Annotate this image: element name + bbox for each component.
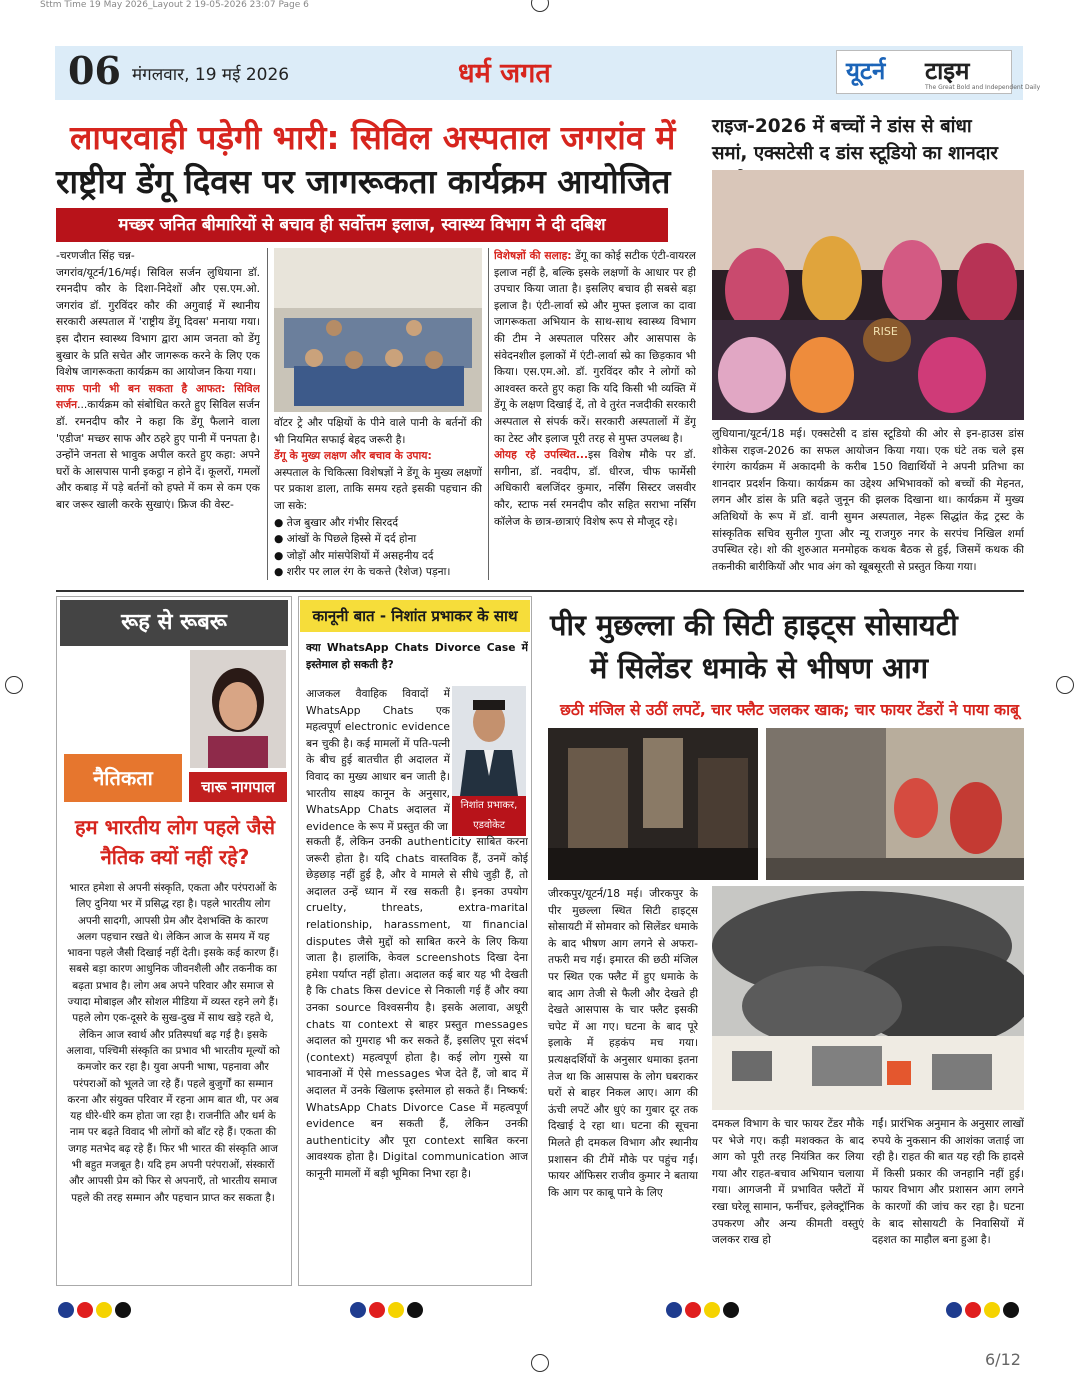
dance-headline: राइज-2026 में बच्चों ने डांस से बांधा समां, एक्सटेसी द डांस स्टूडियो का शानदार [712,116,998,164]
fire-photo-smoke-art [712,886,1024,1110]
page-counter: 6/12 [985,1350,1021,1369]
byline: -चरणजीत सिंह चन्न- [56,249,135,262]
color-dot [685,1302,701,1318]
lead-column-1 [56,248,260,578]
dance-photo-art [712,170,1024,420]
column-rule [267,248,268,580]
color-dot [388,1302,404,1318]
lead-paragraph-1: जगरांव/यूटर्न/16/मई। सिविल सर्जन लुधियाना डॉ. रमनदीप कौर के दिशा-निदेशों और एस.एम.ओ. जगरांव डॉ. गुरविंदर कौर की अगुवाई में स्थानीय सरकारी अस्पताल में 'राष्ट्रीय डेंगू दिवस' मनाया गया। इस दौरान स्वास्थ्य विभाग द्वारा आम जनता को डेंगू बुखार के प्रति सचेत और जागरूक करने के लिए एक विशेष जागरूकता कार्यक्रम का आयोजन किया गया। [56,265,260,379]
health-event-photo-art [274,248,482,412]
lawyer-photo [452,686,526,796]
lead-paragraph-6: इस विशेष मौके पर डॉ. सगीना, डॉ. नवदीप, डॉ. धीरज, चीफ फार्मेसी अधिकारी बलजिंदर कुमार, नर्सिंग सिस्टर जसवीर कौर, स्टाफ नर्स रमनदीप कौर सहित सराभा नर्सिंग कॉलेज के छात्र-छात्राएं विशेष रूप से मौजूद रहे। [494,448,696,528]
logo-text-b: टाइम [925,57,970,85]
symptom-item: ● शरीर पर लाल रंग के चकत्ते (रैशेज) पड़ना। [274,565,451,579]
color-dot [1003,1302,1019,1318]
lead-crosshead-3: विशेषज्ञों की सलाह: [494,249,572,262]
color-registration-strip [666,1302,739,1318]
lead-paragraph-3: वॉटर ट्रे और पक्षियों के पीने वाले पानी के बर्तनों की भी नियमित सफाई बेहद जरूरी है। [274,416,482,446]
fire-photo-firefighters-art [766,728,1024,880]
color-dot [369,1302,385,1318]
color-dot [984,1302,1000,1318]
ethics-body: भारत हमेशा से अपनी संस्कृति, एकता और परंपराओं के लिए दुनिया भर में प्रसिद्ध रहा है। पहले भारतीय लोग अपनी सादगी, आपसी प्रेम और देशभक्ति के कारण अलग पहचान रखते थे। लेकिन आज के समय में यह भावना पहले जैसी दिखाई नहीं देती। इसके कई कारण हैं। सबसे बड़ा कारण आधुनिक जीवनशैली और तकनीक का बढ़ता प्रभाव है। लोग अब अपने परिवार और समाज से ज्यादा मोबाइल और सोशल मीडिया में व्यस्त रहने लगे हैं। पहले लोग एक-दूसरे के सुख-दुख में साथ खड़े रहते थे, लेकिन आज स्वार्थ और प्रतिस्पर्धा बढ़ गई है। इसके अलावा, पश्चिमी संस्कृति का प्रभाव भी भारतीय मूल्यों को कमजोर कर रहा है। युवा अपनी भाषा, पहनावा और परंपराओं को भूलते जा रहे हैं। पहले बुजुर्गों का सम्मान करना और संयुक्त परिवार में रहना आम बात थी, पर अब यह धीरे-धीरे कम होता जा रहा है। राजनीति और धर्म के नाम पर बढ़ते विवाद भी लोगों को बाँट रहे हैं। एकता की जगह मतभेद बढ़ रहे हैं। फिर भी भारत की संस्कृति आज भी बहुत मजबूत है। यदि हम अपनी परंपराओं, संस्कारों और आपसी प्रेम को फिर से अपनाएँ, तो भारतीय समाज पहले की तरह सम्मान और पहचान प्राप्त कर सकता है। [66,882,280,1204]
page-number: 06 [68,48,121,93]
symptom-item: ● आंखों के पिछले हिस्से में दर्द होना [274,532,417,546]
fire-column-2: दमकल विभाग के चार फायर टेंडर मौके पर भेजे गए। कड़ी मशक्कत के बाद आग को पूरी तरह नियंत्रित कर लिया गया और राहत-बचाव अभियान चलाया गया। आगजनी में प्रभावित फ्लैटों में रखा घरेलू सामान, फर्नीचर, इलेक्ट्रॉनिक उपकरण और अन्य कीमती वस्तुएं जलकर राख हो [712,1117,864,1247]
color-dot [407,1302,423,1318]
lead-subhead: मच्छर जनित बीमारियों से बचाव ही सर्वोत्तम इलाज, स्वास्थ्य विभाग ने दी दबिश [56,208,668,242]
author-portrait-art [190,650,286,768]
logo-text-a: यूटर्न [846,57,886,85]
lead-column-2 [274,415,482,583]
symptom-item: ● तेज बुखार और गंभीर सिरदर्द [274,515,399,529]
lawyer-title: एडवोकेट [473,820,505,831]
color-dot [946,1302,962,1318]
column-rule [488,248,489,580]
column-title: रूह से रूबरू [60,600,288,646]
lead-headline-black: राष्ट्रीय डेंगू दिवस पर जागरूकता कार्यक्रम आयोजित [56,162,671,201]
color-dot [115,1302,131,1318]
author-portrait [190,650,286,768]
page-slug: Sttm Time 19 May 2026_Layout 2 19-05-2026 23:07 Page 6 [40,0,309,10]
lead-headline-red: लापरवाही पड़ेगी भारी: सिविल अस्पताल जगरांव में [70,118,676,157]
fire-photo-smoke [712,886,1024,1110]
registration-mark-icon [531,1354,549,1372]
ethics-headline: हम भारतीय लोग पहले जैसे नैतिक क्यों नहीं रहे? [75,815,275,869]
dance-body: लुधियाना/यूटर्न/18 मई। एक्सटेसी द डांस स्टूडियो की ओर से इन-हाउस डांस शोकेस राइज-2026 का सफल आयोजन किया गया। एक घंटे तक चले इस रंगारंग कार्यक्रम में अकादमी के करीब 150 विद्यार्थियों ने अपनी प्रतिभा का शानदार प्रदर्शन किया। कार्यक्रम का उद्देश्य अभिभावकों को बच्चों की मेहनत, लगन और डांस के प्रति बढ़ते जुनून की झलक दिखाना था। कार्यक्रम में मुख्य अतिथियों के रूप में डॉ. वानी सुमन अस्पताल, नेहरू सिद्धांत केंद्र ट्रस्ट के सांस्कृतिक सचिव सुनील गुप्ता और न्यू राजगुरु नगर के सरपंच निखिल शर्मा उपस्थित रहे। शो की शुरुआत मनमोहक कथक बैठक से हुई, जिसमें कथक की तकनीकी बारीकियों और भाव अंग को खूबसूरती से प्रस्तुत किया गया। [712,427,1024,573]
color-dot [58,1302,74,1318]
lead-paragraph-5: डेंगू का कोई सटीक एंटी-वायरल इलाज नहीं है, बल्कि इसके लक्षणों के आधार पर ही उपचार किया जाता है। इसलिए बचाव ही सबसे बड़ा इलाज है। एंटी-लार्वा स्प्रे और मुफ्त इलाज का दावा जागरूकता अभियान के साथ-साथ स्वास्थ्य विभाग की टीम ने अस्पताल परिसर और आसपास के संवेदनशील इलाकों में एंटी-लार्वा स्प्रे का छिड़काव भी किया। एस.एम.ओ. डॉ. गुरविंदर कौर ने लोगों को आश्वस्त करते हुए कहा कि यदि किसी भी व्यक्ति में डेंगू के लक्षण दिखाई दें, तो वे तुरंत नजदीकी सरकारी अस्पताल से संपर्क करें। सरकारी अस्पतालों में डेंगू का टेस्ट और इलाज पूरी तरह से मुफ्त उपलब्ध है। [494,249,696,445]
legal-body-top [306,686,450,834]
lead-crosshead-2: डेंगू के मुख्य लक्षण और बचाव के उपाय: [274,449,432,463]
color-dot [965,1302,981,1318]
color-registration-strip [350,1302,423,1318]
issue-date: मंगलवार, 19 मई 2026 [132,65,290,85]
lead-crosshead-1: साफ पानी भी बन सकता है आफत: सिविल सर्जन [56,381,260,412]
color-dot [723,1302,739,1318]
logo-tagline: The Great Bold and Independent Daily [925,84,1041,91]
color-dot [704,1302,720,1318]
registration-mark-icon [1056,676,1074,694]
legal-column-title: कानूनी बात - निशांत प्रभाकर के साथ [300,600,530,632]
lead-crosshead-4: ओयह रहे उपस्थित... [494,448,589,462]
registration-mark-icon [531,0,549,12]
color-dot [77,1302,93,1318]
lawyer-caption [452,796,526,836]
fire-photo-interior [548,728,758,880]
lead-paragraph-2: ...कार्यक्रम को संबोधित करते हुए सिविल सर्जन डॉ. रमनदीप कौर ने कहा कि डेंगू फैलाने वाला 'एडीज' मच्छर साफ और ठहरे हुए पानी में पनपता है। उन्होंने जनता से भावुक अपील करते हुए कहा: अपने घरों के आसपास पानी इकट्ठा न होने दें। कूलरों, गमलों और कबाड़ में पड़े बर्तनों को हफ्ते में कम से कम एक बार जरूर खाली करके सुखाएं। फ्रिज की वेस्ट- [56,398,260,511]
fire-photo-firefighters [766,728,1024,880]
section-divider [56,590,1024,592]
author-name: चारू नागपाल [189,772,287,802]
lead-paragraph-4: अस्पताल के चिकित्सा विशेषज्ञों ने डेंगू के मुख्य लक्षणों पर प्रकाश डाला, ताकि समय रहते इसकी पहचान की जा सके: [274,465,482,512]
fire-column-3: गईं। प्रारंभिक अनुमान के अनुसार लाखों रुपये के नुकसान की आशंका जताई जा रही है। राहत की बात यह रही कि हादसे में किसी प्रकार की जनहानि नहीं हुई। फायर विभाग और प्रशासन आग लगने के कारणों की जांच कर रहा है। घटना के बाद सोसायटी के निवासियों में दहशत का माहौल बना हुआ है। [872,1117,1024,1247]
stage-banner-text: RISE [873,325,898,338]
dance-photo [712,170,1024,420]
lead-column-3 [494,248,696,582]
fire-headline-line-1: पीर मुछल्ला की सिटी हाइट्स सोसायटी [550,608,958,642]
symptom-item: ● जोड़ों और मांसपेशियों में असहनीय दर्द [274,548,434,562]
fire-subhead: छठी मंजिल से उठीं लपटें, चार फ्लैट जलकर खाक; चार फायर टेंडरों ने पाया काबू [560,701,1019,719]
lawyer-name: निशांत प्रभाकर, [460,800,518,811]
legal-body-continued [306,834,528,1278]
category-label: नैतिकता [64,754,182,802]
legal-question: क्या WhatsApp Chats Divorce Case में इस्तेमाल हो सकती है? [306,641,528,671]
color-dot [96,1302,112,1318]
color-registration-strip [946,1302,1019,1318]
color-dot [666,1302,682,1318]
fire-headline-line-2: में सिलेंडर धमाके से भीषण आग [590,651,929,685]
fire-photo-interior-art [548,728,758,880]
health-event-photo [274,248,482,412]
fire-column-1: जीरकपुर/यूटर्न/18 मई। जीरकपुर के पीर मुछल्ला स्थित सिटी हाइट्स सोसायटी में सोमवार को सिलेंडर धमाके के बाद भीषण आग लगने से अफरा-तफरी मच गई। इमारत की छठी मंजिल पर स्थित एक फ्लैट में हुए धमाके के बाद आग तेजी से फैली और देखते ही देखते आसपास के चार फ्लैट इसकी चपेट में आ गए। घटना के बाद पूरे इलाके में हड़कंप मच गया। प्रत्यक्षदर्शियों के अनुसार धमाका इतना तेज था कि आसपास के लोग घबराकर घरों से बाहर निकल आए। आग की ऊंची लपटें और धुएं का गुबार दूर तक दिखाई दे रहा था। घटना की सूचना मिलते ही दमकल विभाग और स्थानीय प्रशासन की टीमें मौके पर पहुंच गईं। फायर ऑफिसर राजीव कुमार ने बताया कि आग पर काबू पाने के लिए [548,887,698,1199]
legal-body: आजकल वैवाहिक विवादों में WhatsApp Chats एक महत्वपूर्ण electronic evidence बन चुकी है। कई मामलों में पति-पत्नी के बीच हुई बातचीत ही अदालत में विवाद का मुख्य आधार बन जाती है। भारतीय साक्ष्य कानून के अनुसार, WhatsApp Chats अदालत में evidence के रूप में प्रस्तुत की जा [306,687,450,833]
color-registration-strip [58,1302,131,1318]
registration-mark-icon [5,676,23,694]
section-title: धर्म जगत [458,58,551,89]
color-dot [350,1302,366,1318]
legal-body-rest: सकती हैं, लेकिन उनकी authenticity साबित करना जरूरी होता है। यदि chats वास्तविक हैं, उनमें कोई छेड़छाड़ नहीं हुई है, और वे मामले से सीधे जुड़ी हैं, तो अदालत उन्हें ध्यान में रख सकती है। इनका उपयोग cruelty, threats, extra-marital relationship, harassment, या financial disputes जैसे मुद्दों को साबित करने के लिए किया जाता है। हालांकि, केवल screenshots दिखा देना हमेशा पर्याप्त नहीं होता। अदालत कई बार यह भी देखती है कि chats किस device से निकाली गई हैं और क्या उनका source विश्वसनीय है। इसके अलावा, अधूरी chats या context से बाहर प्रस्तुत messages अदालत को गुमराह भी कर सकते हैं, इसलिए पूरा संदर्भ (context) महत्वपूर्ण होता है। कई लोग गुस्से या भावनाओं में ऐसे messages भेज देते हैं, जो बाद में अदालत में उनके खिलाफ इस्तेमाल हो सकते हैं। निष्कर्ष: WhatsApp Chats Divorce Case में महत्वपूर्ण evidence बन सकती हैं, लेकिन उनकी authenticity और पूरा context साबित करना आवश्यक होता है। Digital communication आज कानूनी मामलों में बड़ी भूमिका निभा रहा है। [306,835,528,1180]
lawyer-photo-art [452,686,526,796]
